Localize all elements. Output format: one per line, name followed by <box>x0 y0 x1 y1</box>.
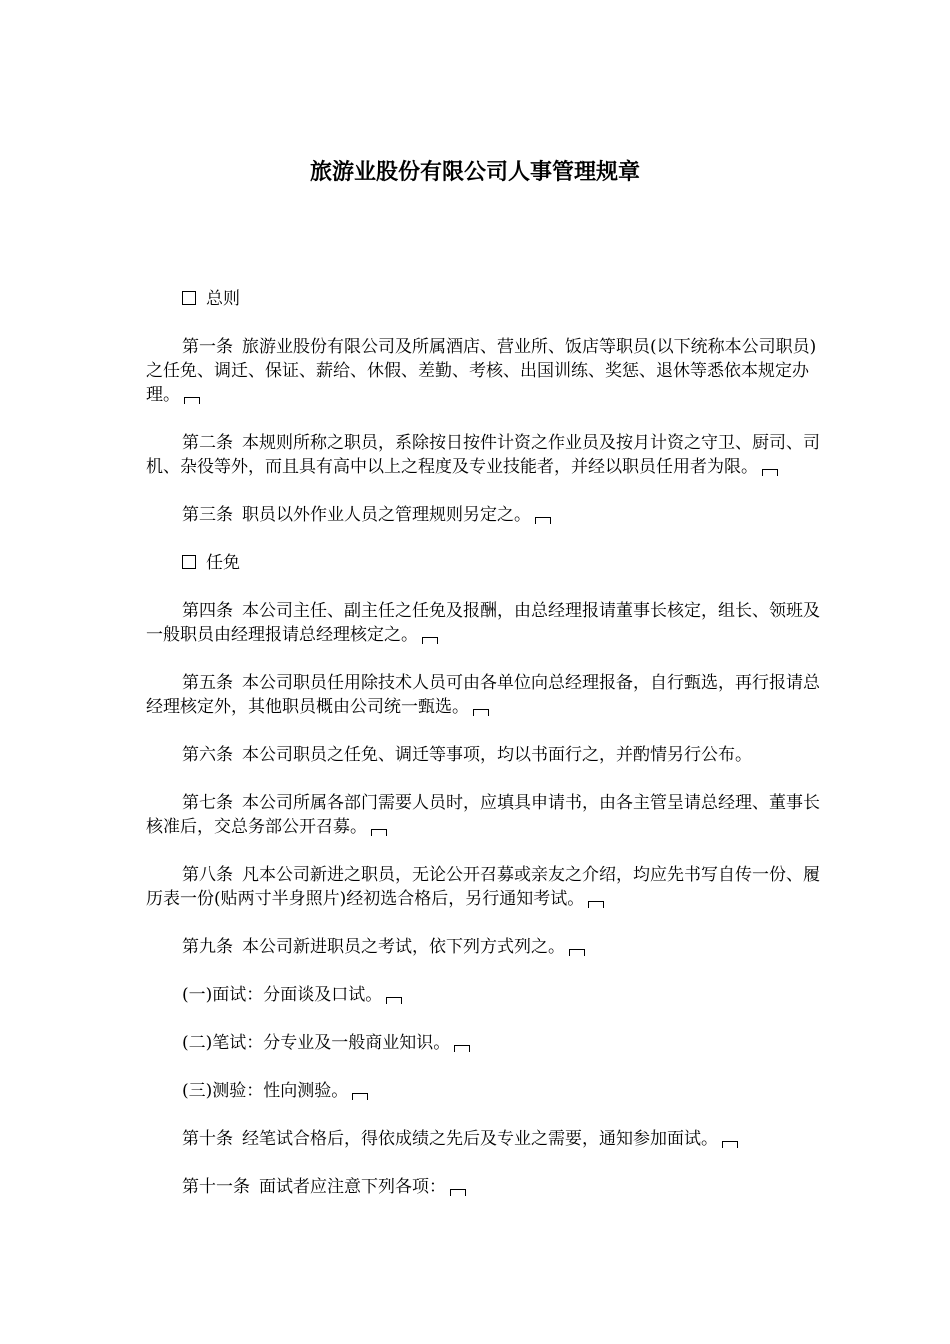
section-heading-appointment: 任免 <box>146 551 822 575</box>
paragraph-mark-icon <box>454 1045 470 1052</box>
paragraph-mark-icon <box>386 997 402 1004</box>
paragraph-mark-icon <box>569 949 585 956</box>
article-5: 第五条 本公司职员任用除技术人员可由各单位向总经理报备，自行甄选，再行报请总经理核定外，其他职员概由公司统一甄选。 <box>146 673 820 717</box>
document-title: 旅游业股份有限公司人事管理规章 <box>309 159 640 185</box>
article-11: 第十一条 面试者应注意下列各项： <box>146 1175 822 1199</box>
document-body <box>146 287 822 1223</box>
paragraph-mark-icon <box>473 709 489 716</box>
paragraph-mark-icon <box>371 829 387 836</box>
paragraph-mark-icon <box>535 517 551 524</box>
article-3: 第三条 职员以外作业人员之管理规则另定之。 <box>146 503 822 527</box>
paragraph-mark-icon <box>450 1189 466 1196</box>
article-10: 第十条 经笔试合格后，得依成绩之先后及专业之需要，通知参加面试。 <box>146 1127 822 1151</box>
paragraph-mark-icon <box>762 469 778 476</box>
list-item-written-test: (二)笔试：分专业及一般商业知识。 <box>146 1031 822 1055</box>
article-6: 第六条 本公司职员之任免、调迁等事项，均以书面行之，并酌情另行公布。 <box>182 745 752 765</box>
checkbox-square-icon <box>182 291 196 305</box>
article-8: 第八条 凡本公司新进之职员，无论公开召募或亲友之介绍，均应先书写自传一份、履历表一份(贴两寸半身照片)经初选合格后，另行通知考试。 <box>146 865 820 909</box>
article-7: 第七条 本公司所属各部门需要人员时，应填具申请书，由各主管呈请总经理、董事长核准后，交总务部公开召募。 <box>146 793 820 837</box>
article-9: 第九条 本公司新进职员之考试，依下列方式列之。 <box>146 935 822 959</box>
article-1: 第一条 旅游业股份有限公司及所属酒店、营业所、饭店等职员(以下统称本公司职员)之任免、调迁、保证、薪给、休假、差勤、考核、出国训练、奖惩、退休等悉依本规定办理。 <box>146 337 817 405</box>
paragraph-mark-icon <box>722 1141 738 1148</box>
list-item-aptitude-test: (三)测验：性向测验。 <box>146 1079 822 1103</box>
paragraph-mark-icon <box>352 1093 368 1100</box>
section-heading-general: 总则 <box>146 287 822 311</box>
paragraph-mark-icon <box>588 901 604 908</box>
paragraph-mark-icon <box>422 637 438 644</box>
checkbox-square-icon <box>182 555 196 569</box>
article-4: 第四条 本公司主任、副主任之任免及报酬，由总经理报请董事长核定，组长、领班及一般职员由经理报请总经理核定之。 <box>146 601 820 645</box>
article-2: 第二条 本规则所称之职员，系除按日按件计资之作业员及按月计资之守卫、厨司、司机、杂役等外，而且具有高中以上之程度及专业技能者，并经以职员任用者为限。 <box>146 433 820 477</box>
paragraph-mark-icon <box>184 397 200 404</box>
list-item-interview: (一)面试：分面谈及口试。 <box>146 983 822 1007</box>
